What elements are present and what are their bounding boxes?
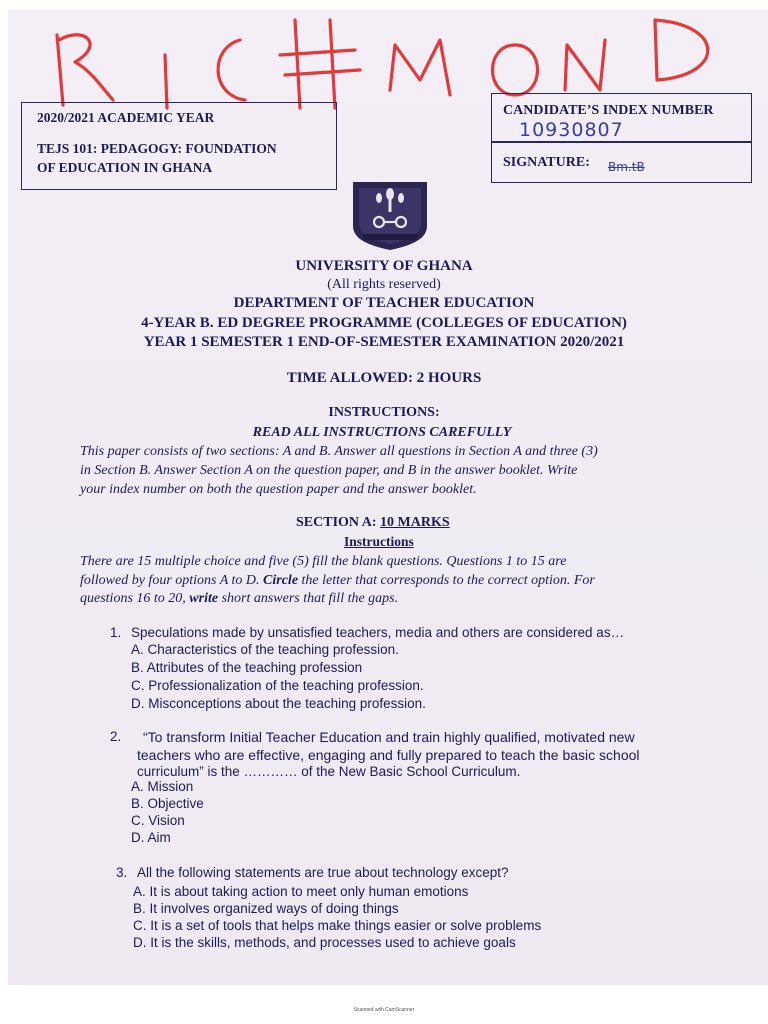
university-crest <box>349 180 431 252</box>
question-number: 3. <box>116 865 128 880</box>
question-text-line2: teachers who are effective, engaging and fully prepared to teach the basic school <box>137 747 640 763</box>
instructions-line2: in Section B. Answer Section A on the question paper, and B in the answer booklet. Write <box>80 463 578 478</box>
course-title-line1: TEJS 101: PEDAGOGY: FOUNDATION <box>37 141 277 156</box>
q1-option-a[interactable]: A. Characteristics of the teaching profession. <box>131 642 399 657</box>
instructions-title: INSTRUCTIONS: <box>328 405 440 420</box>
q1-option-c[interactable]: C. Professionalization of the teaching profession. <box>131 678 424 693</box>
exam-title: YEAR 1 SEMESTER 1 END-OF-SEMESTER EXAMINATION 2020/2021 <box>143 334 625 350</box>
section-a-label: SECTION A: <box>296 515 381 530</box>
signature-label: SIGNATURE: <box>503 155 590 170</box>
time-allowed: TIME ALLOWED: 2 HOURS <box>286 370 482 386</box>
q2-option-b[interactable]: B. Objective <box>131 796 204 811</box>
q3-option-b[interactable]: B. It involves organized ways of doing things <box>133 901 399 916</box>
q3-option-a[interactable]: A. It is about taking action to meet only human emotions <box>133 884 469 899</box>
section-a-circle-word: Circle <box>263 573 299 588</box>
section-a-line2-start: followed by four options A to D. <box>80 573 264 588</box>
question-text: All the following statements are true about technology except? <box>137 865 509 880</box>
section-a-marks: 10 MARKS <box>380 515 450 530</box>
question-3 <box>116 865 509 880</box>
section-a-line1: There are 15 multiple choice and five (5) fill the blank questions. Questions 1 to 15 are <box>80 554 567 569</box>
question-text: Speculations made by unsatisfied teachers, media and others are considered as… <box>131 625 625 640</box>
q2-option-a[interactable]: A. Mission <box>131 779 194 794</box>
instructions-line1: This paper consists of two sections: A and B. Answer all questions in Section A and three (3) <box>80 444 598 459</box>
section-a-line2 <box>80 572 595 590</box>
q2-option-d[interactable]: D. Aim <box>131 830 171 845</box>
question-2 <box>110 729 720 779</box>
section-a-line3-start: questions 16 to 20, <box>80 591 190 606</box>
rights-reserved: (All rights reserved) <box>327 277 441 292</box>
section-a-title <box>296 515 450 531</box>
department-name: DEPARTMENT OF TEACHER EDUCATION <box>233 295 535 311</box>
section-a-line2-end: the letter that corresponds to the correct option. For <box>298 573 595 588</box>
question-1 <box>110 625 624 640</box>
question-text-line3: curriculum” is the ………… of the New Basic School Curriculum. <box>137 764 521 779</box>
q3-option-c[interactable]: C. It is a set of tools that helps make things easier or solve problems <box>133 918 542 933</box>
section-a-line3 <box>80 590 398 608</box>
scanner-watermark: Scanned with CamScanner <box>353 1007 415 1013</box>
q1-option-d[interactable]: D. Misconceptions about the teaching profession. <box>131 696 426 711</box>
academic-year: 2020/2021 ACADEMIC YEAR <box>37 110 215 125</box>
question-number: 1. <box>110 625 122 640</box>
section-a-instructions-title: Instructions <box>344 534 414 549</box>
instructions-subtitle: READ ALL INSTRUCTIONS CAREFULLY <box>252 425 512 440</box>
programme-name: 4-YEAR B. ED DEGREE PROGRAMME (COLLEGES OF EDUCATION) <box>141 315 627 331</box>
index-number-label: CANDIDATE’S INDEX NUMBER <box>503 103 714 118</box>
candidate-box-divider <box>491 141 752 143</box>
signature-handwritten: Bm.tB <box>608 160 645 174</box>
course-title-line2: OF EDUCATION IN GHANA <box>37 160 213 175</box>
question-text-line1: “To transform Initial Teacher Education and train highly qualified, motivated new <box>143 729 635 745</box>
q3-option-d[interactable]: D. It is the skills, methods, and processes used to achieve goals <box>133 935 516 950</box>
section-a-write-word: write <box>189 591 219 606</box>
university-name: UNIVERSITY OF GHANA <box>295 258 473 274</box>
q2-option-c[interactable]: C. Vision <box>131 813 185 828</box>
instructions-line3: your index number on both the question paper and the answer booklet. <box>80 482 477 497</box>
q1-option-b[interactable]: B. Attributes of the teaching profession <box>131 660 363 675</box>
index-number-handwritten: 10930807 <box>519 119 624 141</box>
question-number: 2. <box>110 729 122 744</box>
section-a-line3-end: short answers that fill the gaps. <box>218 591 399 606</box>
